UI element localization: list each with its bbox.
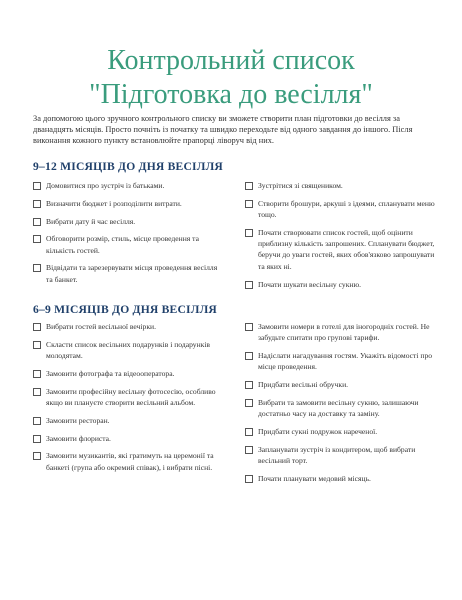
checklist-item xyxy=(33,321,218,332)
checklist-item-label: Почати планувати медовий місяць. xyxy=(258,473,371,483)
checklist-item-label: Запланувати зустріч із кондитером, щоб вибрати весільний торт. xyxy=(258,444,416,466)
checklist-item-label: Замовити флориста. xyxy=(46,433,111,443)
checklist-item xyxy=(33,216,218,227)
checklist-item-label: Почати шукати весільну сукню. xyxy=(258,279,362,289)
intro-paragraph: За допомогою цього зручного контрольного списку ви зможете створити план підготовки до весілля за дванадцять місяців. Просто почніть із початку та швидко переходьте від одного завдання до іншого. Після виконання кожного пункту встановлюйте прапорці ліворуч від них. xyxy=(33,114,413,146)
section-heading-6-9: 6–9 МІСЯЦІВ ДО ДНЯ ВЕСІЛЛЯ xyxy=(33,303,218,316)
checklist-item-label: Замовити номери в готелі для іногородніх гостей. Не забудьте спитати про групові тарифи. xyxy=(258,322,430,343)
checkbox[interactable] xyxy=(245,428,253,436)
section1-left-column xyxy=(33,180,218,285)
title-line-1: Контрольний список xyxy=(107,45,355,76)
checkbox[interactable] xyxy=(33,435,41,443)
checkbox[interactable] xyxy=(245,229,253,237)
checkbox[interactable] xyxy=(33,182,41,190)
checklist-item-label: Відвідати та зарезервувати місця проведення весілля та банкет. xyxy=(46,263,218,284)
checklist-item-label: Придбати сукні подружок нареченої. xyxy=(258,427,378,437)
checklist-item-label: Вибрати дату й час весілля. xyxy=(46,216,136,226)
checklist-item xyxy=(245,473,435,484)
checklist-item-label: Почати створювати список гостей, щоб оцінити приблизну кількість запрошених. Спланувати бюджет, беручи до уваги гостей, яких обов'язково запрошувати та яких ні. xyxy=(258,227,435,271)
checkbox[interactable] xyxy=(245,446,253,454)
checkbox[interactable] xyxy=(33,200,41,208)
page-title xyxy=(0,44,462,112)
checklist-item xyxy=(33,262,218,285)
checkbox[interactable] xyxy=(33,341,41,349)
checklist-item-label: Обговорити розмір, стиль, місце проведення та кількість гостей. xyxy=(46,234,199,255)
checklist-item-label: Вибрати гостей весільної вечірки. xyxy=(46,322,156,331)
checklist-item xyxy=(245,198,435,221)
section-heading-9-12: 9–12 МІСЯЦІВ ДО ДНЯ ВЕСІЛЛЯ xyxy=(33,160,224,173)
checklist-item xyxy=(245,379,435,390)
title-line-2: "Підготовка до весілля" xyxy=(89,79,373,110)
checklist-item-label: Скласти список весільних подарунків і подарунків молодятам. xyxy=(46,339,211,361)
section2-right-column xyxy=(245,321,435,484)
checkbox[interactable] xyxy=(245,352,253,360)
checklist-item-label: Замовити фотографа та відеооператора. xyxy=(46,368,175,378)
checkbox[interactable] xyxy=(245,381,253,389)
checklist-item-label: Створити брошури, аркуші з ідеями, спланувати меню тощо. xyxy=(258,198,435,220)
checklist-item-label: Замовити професійну весільну фотосесію, особливо якщо ви плануєте створити весільний альбом. xyxy=(46,386,216,407)
checklist-item xyxy=(33,233,218,256)
section2-left-column xyxy=(33,321,218,473)
checklist-item xyxy=(245,444,435,467)
checklist-item-label: Замовити музикантів, які гратимуть на церемонії та банкеті (група або окремий співак), і вибрати пісні. xyxy=(46,451,214,472)
checklist-item xyxy=(33,368,218,379)
checkbox[interactable] xyxy=(245,475,253,483)
checklist-item xyxy=(245,321,435,344)
checkbox[interactable] xyxy=(245,323,253,331)
checklist-item xyxy=(33,198,218,209)
checklist-item xyxy=(33,386,218,409)
checklist-item xyxy=(245,397,435,420)
checkbox[interactable] xyxy=(33,417,41,425)
checkbox[interactable] xyxy=(33,218,41,226)
checklist-item-label: Придбати весільні обручки. xyxy=(258,380,349,390)
checkbox[interactable] xyxy=(33,452,41,460)
checklist-item xyxy=(33,180,218,191)
checkbox[interactable] xyxy=(245,281,253,289)
checklist-item xyxy=(33,433,218,444)
checklist-item xyxy=(245,279,435,290)
checklist-item-label: Надіслати нагадування гостям. Укажіть відомості про місце проведення. xyxy=(258,351,433,372)
checklist-item-label: Вибрати та замовити весільну сукню, залишаючи достатньо часу на доставку та заміну. xyxy=(258,397,419,419)
checkbox[interactable] xyxy=(33,370,41,378)
checklist-item xyxy=(33,339,218,362)
checkbox[interactable] xyxy=(33,388,41,396)
checklist-item-label: Домовитися про зустріч із батьками. xyxy=(46,181,165,190)
section1-right-column xyxy=(245,180,435,290)
checklist-item xyxy=(245,180,435,191)
checkbox[interactable] xyxy=(245,182,253,190)
checklist-item xyxy=(33,450,218,473)
checklist-item-label: Визначити бюджет і розподілити витрати. xyxy=(46,198,182,208)
checklist-item xyxy=(33,415,218,426)
checkbox[interactable] xyxy=(245,399,253,407)
checklist-item xyxy=(245,350,435,373)
checkbox[interactable] xyxy=(33,235,41,243)
checkbox[interactable] xyxy=(245,200,253,208)
checkbox[interactable] xyxy=(33,323,41,331)
checklist-item-label: Замовити ресторан. xyxy=(46,415,110,425)
checklist-item xyxy=(245,227,435,272)
checkbox[interactable] xyxy=(33,264,41,272)
checklist-item-label: Зустрітися зі священиком. xyxy=(258,181,343,190)
checklist-item xyxy=(245,426,435,437)
